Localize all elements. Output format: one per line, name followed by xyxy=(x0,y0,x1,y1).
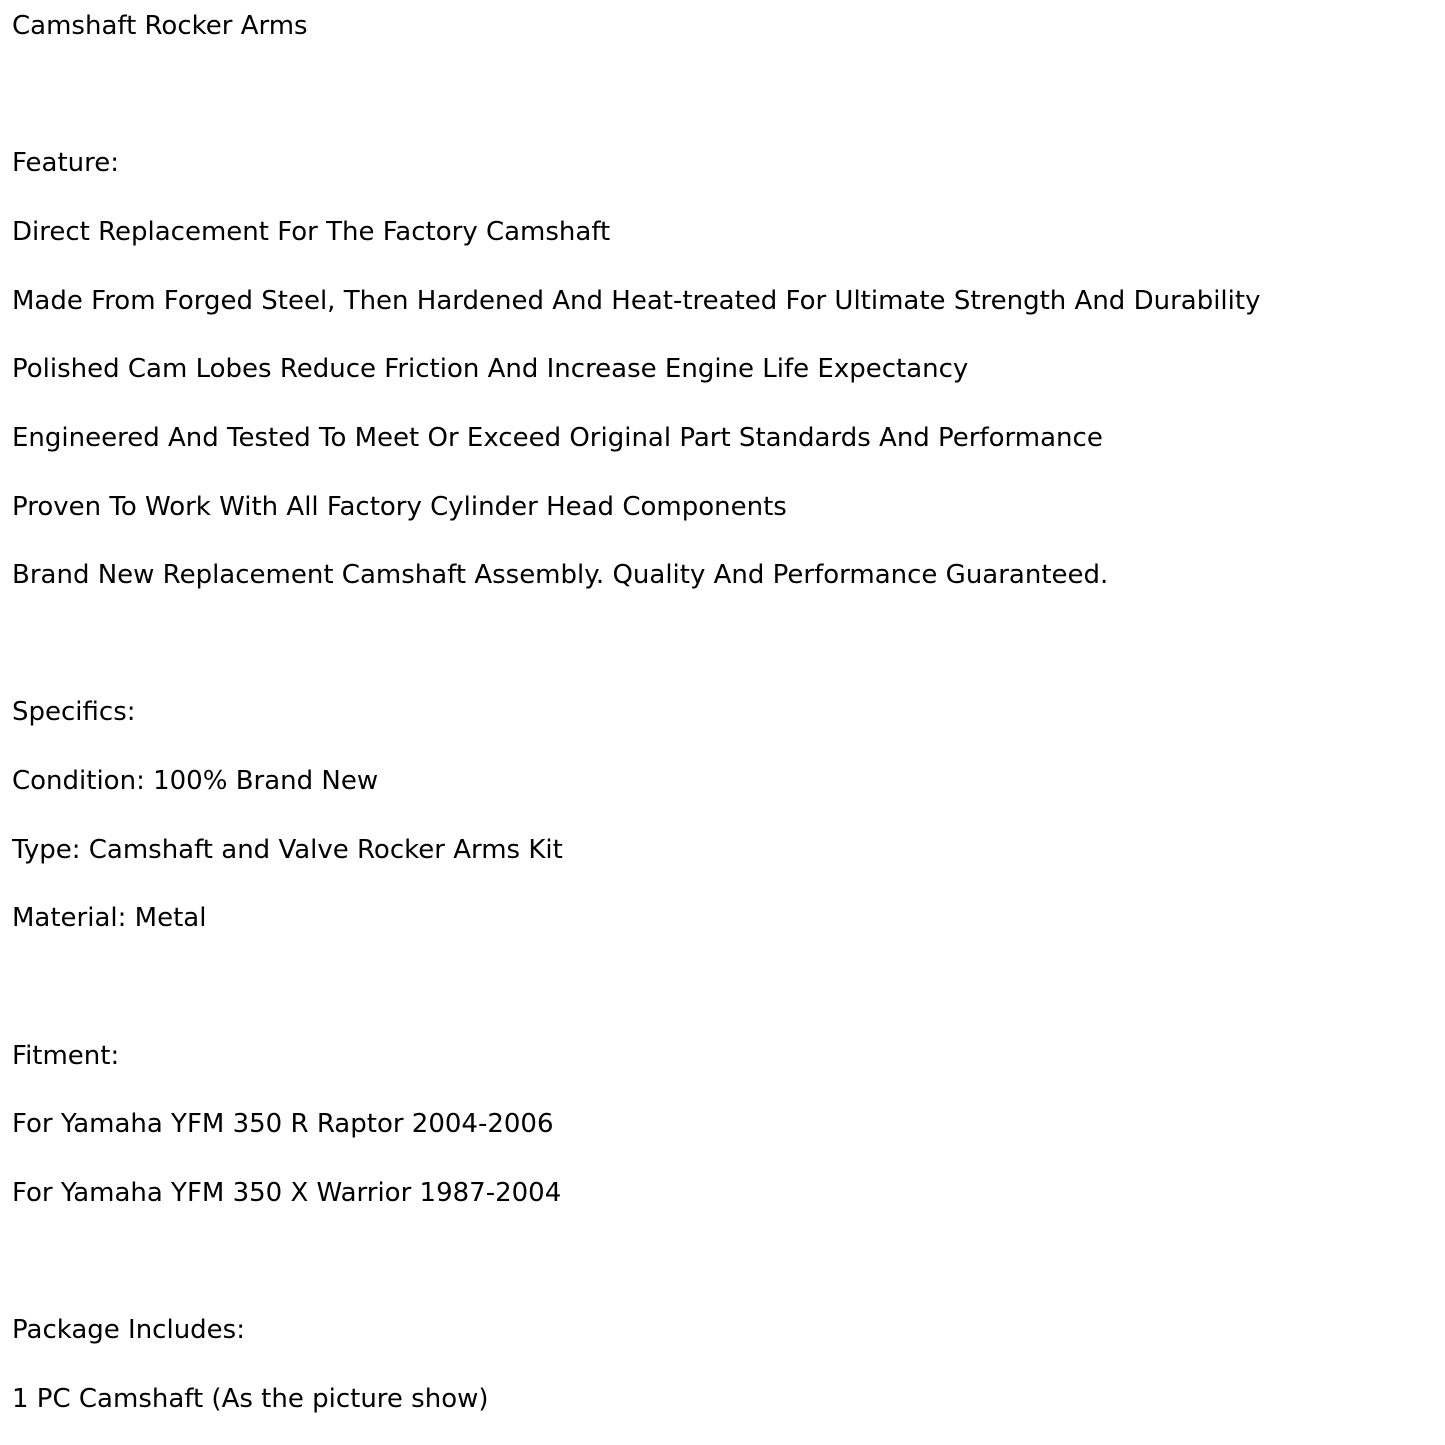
feature-item: Engineered And Tested To Meet Or Exceed Original Part Standards And Performance xyxy=(12,423,1103,453)
specifics-item: Type: Camshaft and Valve Rocker Arms Kit xyxy=(12,835,563,865)
page-title: Camshaft Rocker Arms xyxy=(12,11,308,41)
package-item: 1 PC Camshaft (As the picture show) xyxy=(12,1384,489,1414)
feature-item: Polished Cam Lobes Reduce Friction And Increase Engine Life Expectancy xyxy=(12,354,969,384)
feature-item: Direct Replacement For The Factory Camshaft xyxy=(12,217,611,247)
specifics-item: Material: Metal xyxy=(12,903,207,933)
package-heading: Package Includes: xyxy=(12,1315,245,1345)
fitment-item: For Yamaha YFM 350 X Warrior 1987-2004 xyxy=(12,1178,562,1208)
specifics-heading: Specifics: xyxy=(12,697,136,727)
feature-item: Brand New Replacement Camshaft Assembly. Quality And Performance Guaranteed. xyxy=(12,560,1109,590)
fitment-heading: Fitment: xyxy=(12,1041,120,1071)
specifics-item: Condition: 100% Brand New xyxy=(12,766,379,796)
fitment-item: For Yamaha YFM 350 R Raptor 2004-2006 xyxy=(12,1109,554,1139)
feature-item: Made From Forged Steel, Then Hardened And Heat-treated For Ultimate Strength And Durability xyxy=(12,286,1261,316)
feature-heading: Feature: xyxy=(12,148,120,178)
feature-item: Proven To Work With All Factory Cylinder Head Components xyxy=(12,492,787,522)
